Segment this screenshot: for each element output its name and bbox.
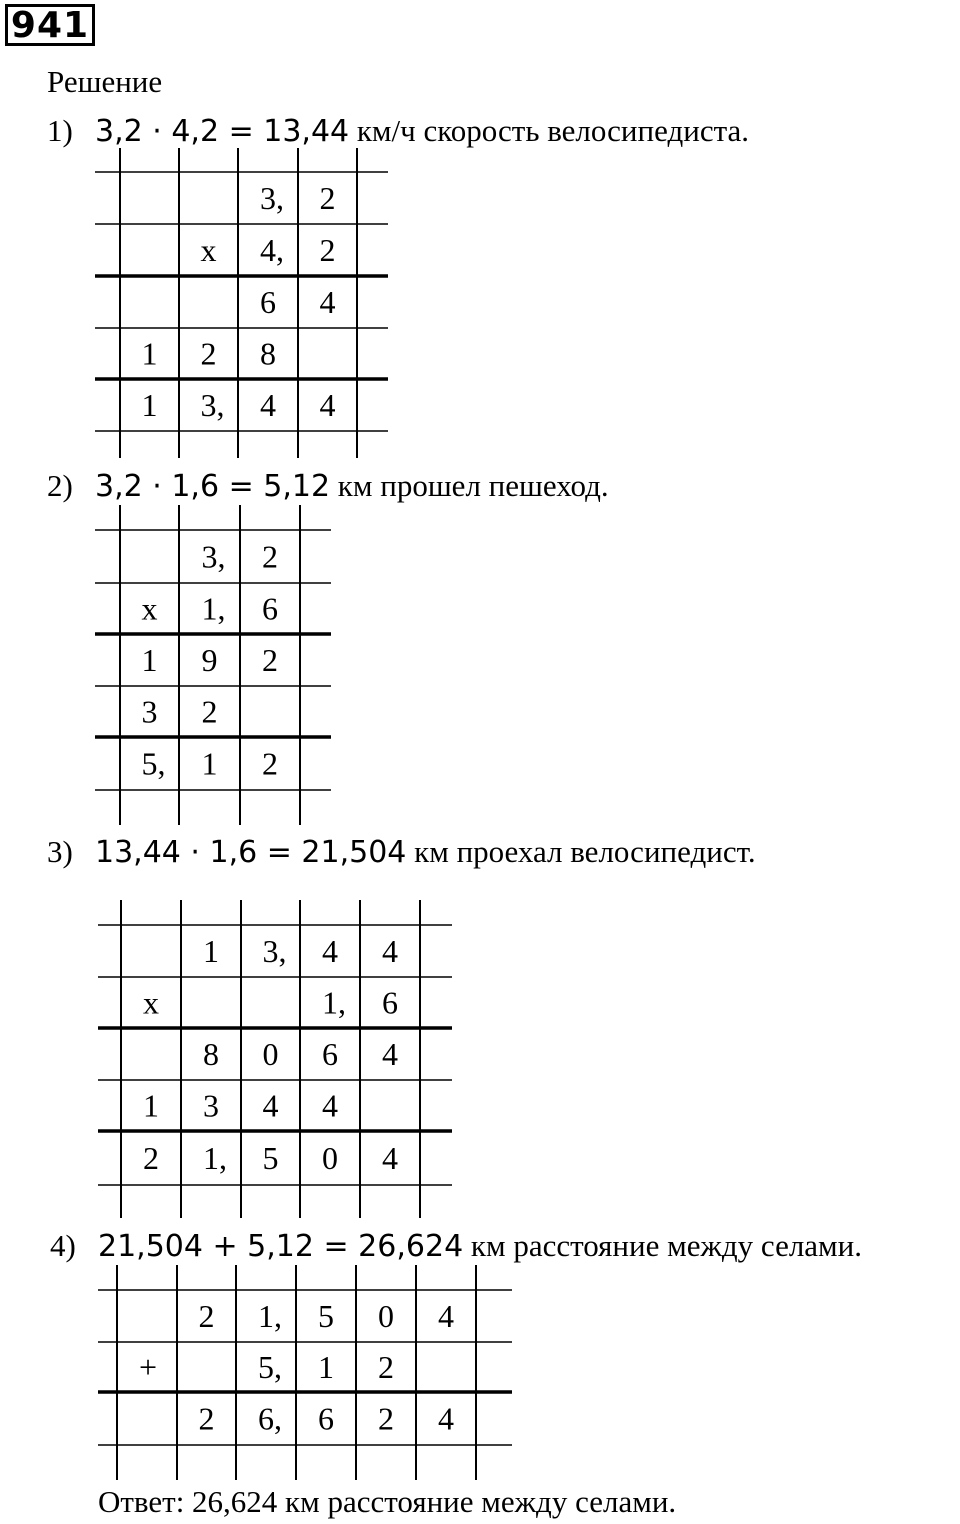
grid-digit: x bbox=[141, 590, 158, 627]
grid-digit: 5 bbox=[262, 1140, 279, 1176]
grid-digit: + bbox=[139, 1349, 158, 1385]
step-text: км расстояние между селами. bbox=[463, 1228, 863, 1263]
grid-digit: 4 bbox=[319, 284, 336, 320]
grid-digit: 3, bbox=[201, 538, 226, 575]
grid-digit: 2 bbox=[198, 1400, 215, 1437]
grid-digit: 9 bbox=[201, 642, 218, 678]
grid-digit: 0 bbox=[262, 1036, 279, 1072]
grid-digit: 4 bbox=[260, 387, 276, 423]
grid-digit: 4 bbox=[438, 1298, 454, 1334]
grid-digit: 4 bbox=[322, 1087, 338, 1124]
grid-digit: 1, bbox=[322, 984, 346, 1021]
grid-digit: 0 bbox=[322, 1140, 338, 1176]
grid-digit: 1 bbox=[203, 933, 219, 969]
step-expression: 3,2 · 1,6 = 5,12 bbox=[95, 469, 331, 504]
grid-digit: x bbox=[143, 984, 159, 1021]
grid-digit: 4 bbox=[382, 1036, 398, 1072]
grid-digit: 6 bbox=[262, 590, 278, 627]
grid-digit: 2 bbox=[319, 232, 336, 268]
grid-digit: 2 bbox=[262, 538, 278, 575]
grid-digit: 0 bbox=[378, 1298, 394, 1334]
grid-digit: 2 bbox=[198, 1298, 215, 1334]
grid-digit: 8 bbox=[203, 1036, 219, 1072]
grid-digit: x bbox=[200, 232, 217, 268]
grid-digit: 5, bbox=[141, 745, 166, 782]
step-text: км прошел пешеход. bbox=[330, 468, 609, 503]
grid-digit: 1 bbox=[141, 642, 158, 678]
grid-digit: 4 bbox=[322, 933, 338, 969]
grid-digit: 2 bbox=[201, 693, 218, 730]
grid-digit: 8 bbox=[260, 335, 276, 372]
grid-digit: 3, bbox=[260, 180, 284, 216]
grid-digit: 2 bbox=[143, 1140, 159, 1176]
step-text: км/ч скорость велосипедиста. bbox=[349, 113, 750, 148]
grid-digit: 3 bbox=[141, 693, 158, 730]
grid-digit: 2 bbox=[262, 642, 278, 678]
grid-digit: 6 bbox=[260, 284, 276, 320]
grid-digit: 6 bbox=[322, 1036, 338, 1072]
grid-digit: 1 bbox=[143, 1087, 159, 1124]
grid-digit: 3, bbox=[262, 933, 287, 969]
grid-digit: 6 bbox=[382, 984, 398, 1021]
grid-digit: 4 bbox=[382, 933, 398, 969]
grid-digit: 5, bbox=[258, 1349, 282, 1385]
grid-digit: 1, bbox=[258, 1298, 282, 1334]
step-expression: 13,44 · 1,6 = 21,504 bbox=[95, 835, 407, 870]
grid-digit: 4 bbox=[262, 1087, 279, 1124]
grid-digit: 6, bbox=[258, 1400, 282, 1437]
grid-digit: 3 bbox=[203, 1087, 219, 1124]
grid-digit: 4 bbox=[382, 1140, 398, 1176]
grid-digit: 3, bbox=[200, 387, 225, 423]
step-number: 3) bbox=[47, 834, 73, 869]
grid-digit: 1, bbox=[201, 590, 226, 627]
grid-digit: 2 bbox=[200, 335, 217, 372]
step-number: 1) bbox=[47, 113, 73, 148]
grid-digit: 1, bbox=[203, 1140, 227, 1176]
grid-digit: 6 bbox=[318, 1400, 334, 1437]
grid-digit: 5 bbox=[318, 1298, 334, 1334]
grid-digit: 1 bbox=[141, 335, 158, 372]
grid-digit: 4 bbox=[438, 1400, 454, 1437]
grid-digit: 1 bbox=[141, 387, 158, 423]
problem-number-badge: 941 bbox=[5, 4, 95, 46]
step-expression: 21,504 + 5,12 = 26,624 bbox=[98, 1229, 464, 1264]
grid-digit: 2 bbox=[262, 745, 278, 782]
grid-digit: 2 bbox=[378, 1400, 394, 1437]
grid-digit: 2 bbox=[378, 1349, 394, 1385]
grid-digit: 1 bbox=[318, 1349, 334, 1385]
grid-digit: 4 bbox=[319, 387, 336, 423]
step-number: 2) bbox=[47, 468, 73, 503]
grid-digit: 2 bbox=[319, 180, 336, 216]
answer-line: Ответ: 26,624 км расстояние между селами. bbox=[98, 1484, 677, 1519]
grid-digit: 4, bbox=[260, 232, 284, 268]
solution-heading: Решение bbox=[47, 64, 163, 99]
step-expression: 3,2 · 4,2 = 13,44 bbox=[95, 114, 350, 149]
step-number: 4) bbox=[50, 1228, 76, 1263]
step-text: км проехал велосипедист. bbox=[406, 834, 756, 869]
grid-digit: 1 bbox=[201, 745, 218, 782]
